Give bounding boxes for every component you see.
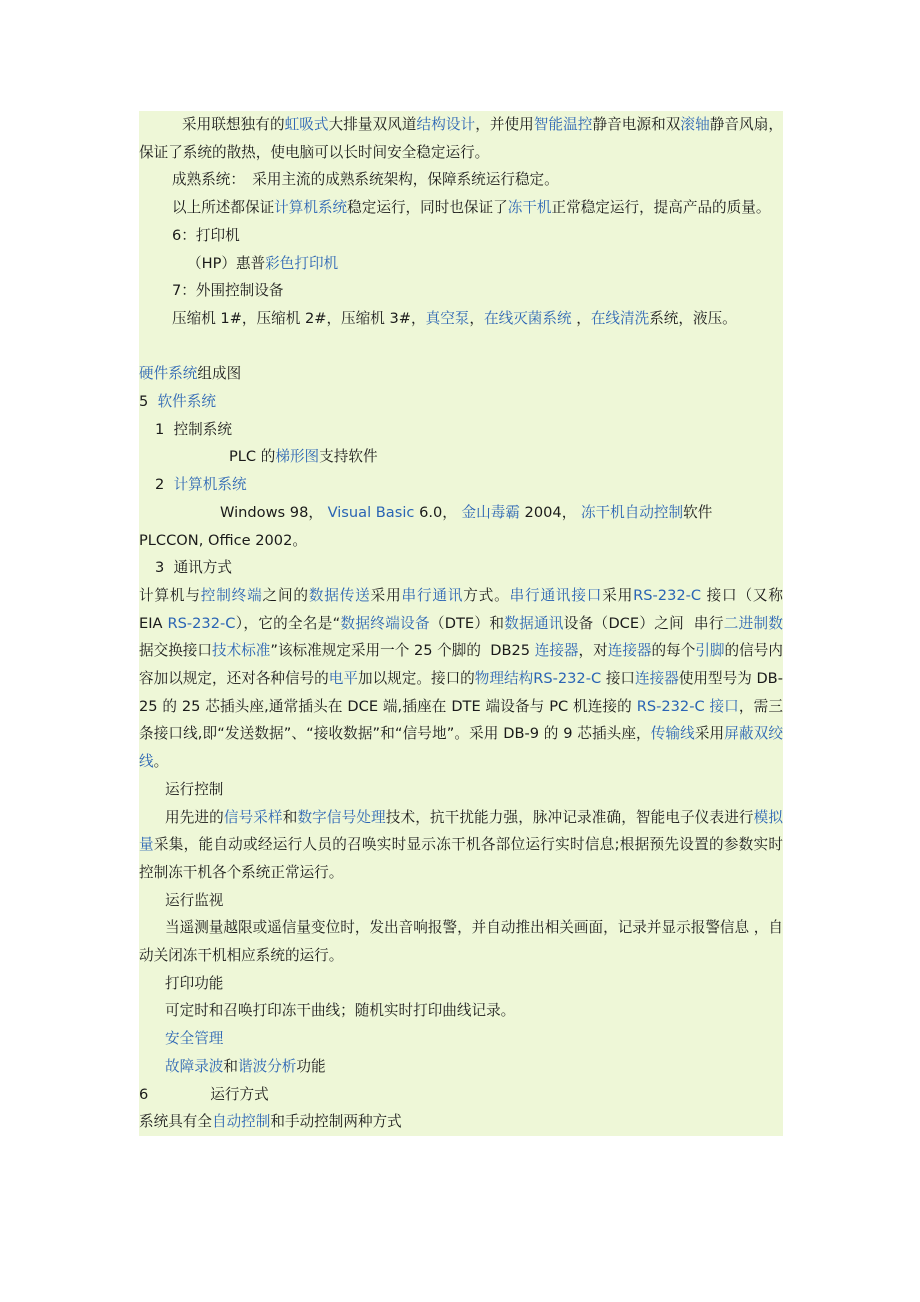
link-vacuum-pump[interactable]: 真空泵 [425,309,470,327]
link-computer-system[interactable]: 计算机系统 [274,199,348,217]
paragraph-cooling: 采用联想独有的虹吸式大排量双风道结构设计，并使用智能温控静音电源和双滚轴静音风扇，保证了系统的散热，使电脑可以长时间安全稳定运行。 [139,116,783,161]
link-transmission-line[interactable]: 传输线 [650,725,695,743]
link-connector-2[interactable]: 连接器 [607,642,652,660]
heading-security [139,1025,783,1053]
paragraph-plc: PLC 的梯形图支持软件 [229,448,378,466]
link-dte[interactable]: 数据终端设备 [340,614,430,632]
link-connector-3[interactable]: 连接器 [635,670,679,688]
heading-control-system: 1 控制系统 [155,420,232,438]
link-ladder-diagram[interactable]: 梯形图 [275,448,320,466]
paragraph-hp-printer: （HP）惠普彩色打印机 [187,254,339,272]
link-online-sterilization[interactable]: 在线灭菌系统 [484,309,572,327]
link-harmonic-analysis[interactable]: 谐波分析 [238,1057,297,1075]
heading-communication: 3 通讯方式 [155,559,232,577]
link-dsp[interactable]: 数字信号处理 [297,808,386,826]
link-online-cleaning[interactable]: 在线清洗 [590,309,650,327]
heading-computer-system: 2 计算机系统 [155,476,247,494]
heading-run-mode: 6 运行方式 [139,1085,269,1103]
link-smart-temp-control[interactable]: 智能温控 [533,116,593,133]
link-software-system[interactable]: 软件系统 [157,393,216,411]
link-rs232c-2[interactable]: RS-232-C [167,614,236,632]
paragraph-print-function: 可定时和召唤打印冻干曲线；随机实时打印曲线记录。 [165,1002,516,1020]
paragraph-run-monitor: 当遥测量越限或遥信量变位时，发出音响报警，并自动推出相关画面，记录并显示报警信息 ，自动关闭冻干机相应系统的运行。 [139,919,783,965]
paragraph-stability: 以上所述都保证计算机系统稳定运行，同时也保证了冻干机正常稳定运行，提高产品的质量。 [172,199,771,217]
link-shielded-twisted-pair[interactable]: 屏蔽双绞线 [139,725,783,771]
link-rs232c[interactable]: RS-232-C [633,586,702,604]
paragraph-rs232: 计算机与控制终端之间的数据传送采用串行通讯方式。串行通讯接口采用RS-232-C 接口（又称 EIA RS-232-C），它的全名是“数据终端设备（DTE）和数据通讯设备（DCE）之间 串行二进制数据交换接口技术标准”该标准规定采用一个 25 个脚的 DB25 连接器，对连接器的每个引脚的信号内容加以规定，还对各种信号的电平加以规定。接口的物理结构RS-232-C 接口连接器使用型号为 DB-25 的 25 芯插头座,通常插头在 DCE 端,插座在 DTE 端设备与 PC 机连接的 RS-232-C 接口，需三条接口线,即“发送数据”、“接收数据”和“信号地”。采用 DB-9 的 9 芯插头座，传输线采用屏蔽双绞线。 [139,586,793,771]
link-level[interactable]: 电平 [328,670,358,688]
link-fault-recording[interactable]: 故障录波 [165,1057,224,1075]
link-rs232c-interface[interactable]: RS-232-C 接口 [636,697,739,715]
link-serial-comm[interactable]: 串行通讯 [401,586,464,604]
link-connector[interactable]: 连接器 [534,642,579,660]
document-body [139,111,793,1136]
link-hardware-system[interactable]: 硬件系统 [139,365,198,383]
link-physical-structure[interactable]: 物理结构 [474,670,534,688]
paragraph-run-mode: 系统具有全自动控制和手动控制两种方式 [139,1113,402,1131]
heading-run-control: 运行控制 [165,780,224,798]
link-freeze-dryer[interactable]: 冻干机 [507,199,552,217]
link-visual-basic[interactable]: Visual Basic [327,503,415,521]
paragraph-run-control: 用先进的信号采样和数字信号处理技术，抗干扰能力强，脉冲记录准确，智能电子仪表进行模拟量采集，能自动或经运行人员的召唤实时显示冻干机各部位运行实时信息;根据预先设置的参数实时控制冻干机各个系统正常运行。 [139,808,783,881]
paragraph-software-list-cont: PLCCON, Office 2002。 [139,531,307,549]
link-data-comm[interactable]: 数据通讯 [504,614,564,632]
heading-run-monitor: 运行监视 [165,891,224,909]
link-binary[interactable]: 二进制数 [723,614,783,632]
paragraph-mature-system: 成熟系统： 采用主流的成熟系统架构，保障系统运行稳定。 [172,171,559,189]
link-roller-bearing[interactable]: 滚轴 [680,116,710,133]
link-rs232c-3[interactable]: RS-232-C [533,670,602,688]
link-signal-sampling[interactable]: 信号采样 [223,808,283,826]
spacer [139,333,783,361]
link-kingsoft-antivirus[interactable]: 金山毒霸 [461,503,520,521]
heading-fault-recording: 故障录波和谐波分析功能 [165,1057,326,1075]
link-analog[interactable]: 模拟量 [139,808,783,854]
paragraph-software-list: Windows 98， Visual Basic 6.0， 金山毒霸 2004， 冻干机自动控制软件 [220,503,713,521]
link-serial-comm-interface[interactable]: 串行通讯接口 [509,586,603,604]
link-freeze-dryer-auto-control[interactable]: 冻干机自动控制 [580,503,684,521]
link-tech-standard[interactable]: 技术标准 [212,642,271,660]
paragraph-hardware-diagram: 硬件系统组成图 [139,365,242,383]
link-structure-design[interactable]: 结构设计 [416,116,476,133]
heading-print-function: 打印功能 [165,974,224,992]
link-color-printer[interactable]: 彩色打印机 [265,254,339,272]
link-siphon[interactable]: 虹吸式 [284,116,329,133]
link-data-transfer[interactable]: 数据传送 [308,586,371,604]
heading-software-system: 5 软件系统 [139,393,216,411]
link-computer-system-2[interactable]: 计算机系统 [173,476,247,494]
link-auto-control[interactable]: 自动控制 [211,1113,271,1131]
heading-printer: 6：打印机 [172,226,240,244]
link-security-management[interactable]: 安全管理 [165,1030,224,1048]
paragraph-peripheral-list: 压缩机 1#，压缩机 2#，压缩机 3#，真空泵，在线灭菌系统 ，在线清洗系统，液压。 [172,309,737,327]
heading-peripheral: 7：外围控制设备 [172,282,284,300]
link-pin[interactable]: 引脚 [695,642,725,660]
link-control-terminal[interactable]: 控制终端 [200,586,263,604]
